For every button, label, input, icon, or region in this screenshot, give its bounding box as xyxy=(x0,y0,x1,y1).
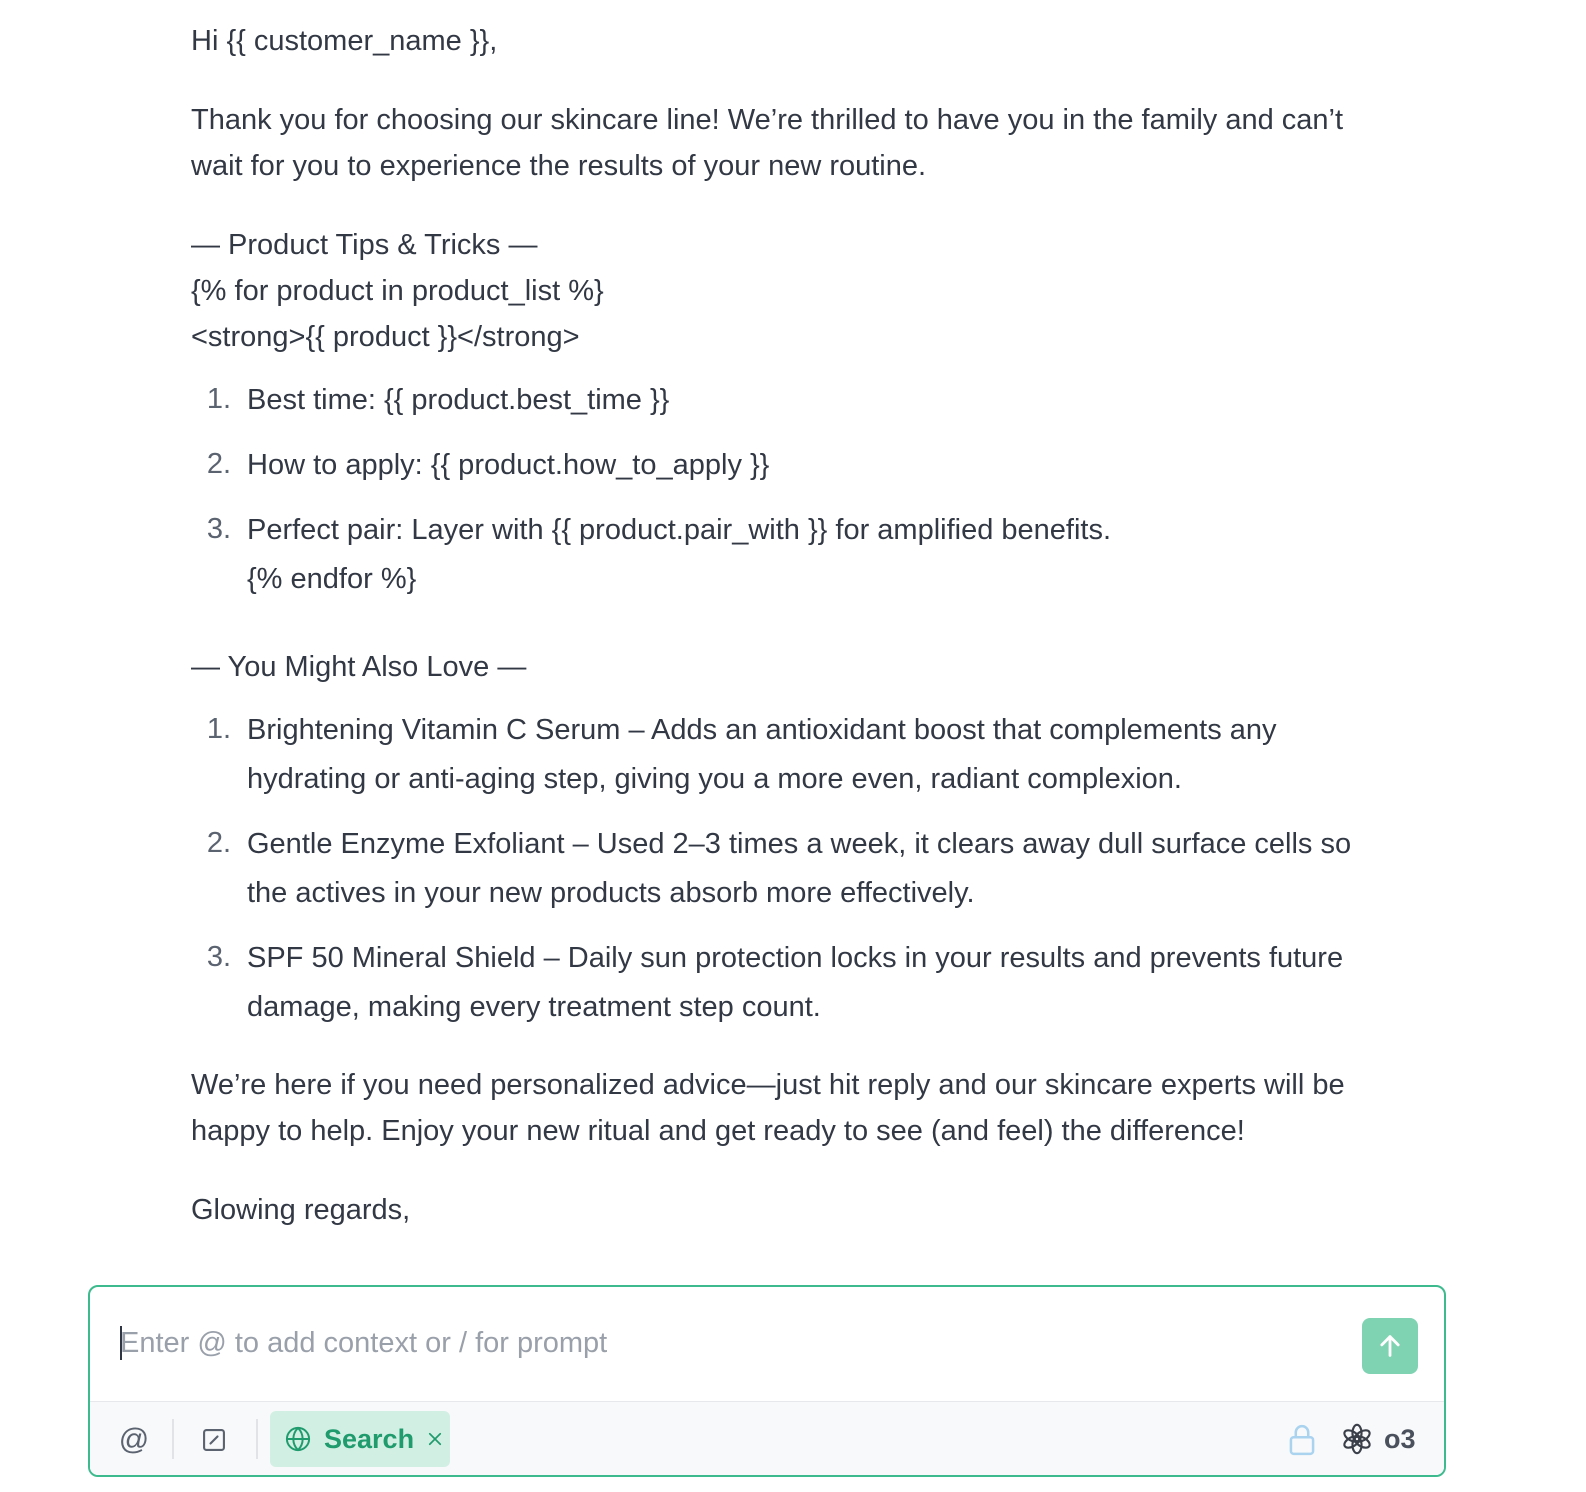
at-mention-button[interactable] xyxy=(110,1420,158,1460)
list-item-number: 2. xyxy=(206,448,231,480)
toolbar-divider xyxy=(172,1419,174,1459)
search-chip[interactable] xyxy=(270,1411,450,1467)
close-icon xyxy=(426,1430,444,1448)
signoff-text: Glowing regards, xyxy=(191,1194,411,1226)
model-selector[interactable] xyxy=(1340,1416,1416,1462)
openai-logo-icon xyxy=(1340,1422,1374,1456)
search-chip-label: Search xyxy=(324,1423,415,1454)
assistant-message xyxy=(191,18,1361,1233)
list-item xyxy=(191,820,1361,918)
chat-composer xyxy=(88,1285,1446,1477)
lock-icon[interactable] xyxy=(1285,1422,1319,1458)
edit-square-icon xyxy=(200,1426,228,1454)
globe-icon xyxy=(284,1425,312,1453)
list-item-number: 2. xyxy=(206,827,231,859)
closing-paragraph: We’re here if you need personalized advice—just hit reply and our skincare experts will be happy to help. Enjoy your new ritual and get ready to see (and feel) the difference! xyxy=(191,1069,1345,1147)
list-item-number: 1. xyxy=(206,383,231,415)
list-item-text: Perfect pair: Layer with {{ product.pair_with }} for amplified benefits. xyxy=(247,514,1112,546)
tips-list xyxy=(191,376,1361,604)
list-item-text: SPF 50 Mineral Shield – Daily sun protection locks in your results and prevents future damage, making every treatment step count. xyxy=(247,942,1344,1023)
composer-toolbar xyxy=(90,1401,1444,1475)
model-label: o3 xyxy=(1384,1423,1416,1454)
list-item-text: Best time: {{ product.best_time }} xyxy=(247,384,670,416)
thanks-paragraph: Thank you for choosing our skincare line! We’re thrilled to have you in the family and can’t wait for you to experience the results of your new routine. xyxy=(191,104,1344,182)
tips-block xyxy=(191,222,1361,360)
text-caret xyxy=(120,1326,122,1360)
loop-start-line: {% for product in product_list %} xyxy=(191,275,604,307)
send-button[interactable] xyxy=(1362,1318,1418,1374)
list-item-content xyxy=(247,506,1361,604)
love-heading: — You Might Also Love — xyxy=(191,651,527,683)
strong-template-line: <strong>{{ product }}</strong> xyxy=(191,321,580,353)
list-item xyxy=(191,506,1361,604)
list-item-text: Brightening Vitamin C Serum – Adds an antioxidant boost that complements any hydrating or anti-aging step, giving you a more even, radiant complexion. xyxy=(247,714,1277,795)
prompt-button[interactable] xyxy=(190,1420,238,1460)
list-item xyxy=(191,441,1361,490)
list-item-number: 3. xyxy=(206,513,231,545)
composer-input-row xyxy=(90,1287,1444,1404)
list-item xyxy=(191,706,1361,804)
list-item xyxy=(191,376,1361,425)
prompt-input[interactable] xyxy=(120,1323,1300,1363)
at-sign-icon: @ xyxy=(118,1423,150,1456)
tips-heading: — Product Tips & Tricks — xyxy=(191,229,538,261)
loop-end-line: {% endfor %} xyxy=(247,563,417,595)
search-chip-close-button[interactable] xyxy=(426,1430,444,1448)
toolbar-divider xyxy=(256,1419,258,1459)
recommendations-list xyxy=(191,706,1361,1032)
arrow-up-icon xyxy=(1376,1332,1404,1360)
list-item-text: How to apply: {{ product.how_to_apply }} xyxy=(247,449,770,481)
list-item-number: 3. xyxy=(206,941,231,973)
list-item xyxy=(191,934,1361,1032)
list-item-number: 1. xyxy=(206,713,231,745)
greeting-text: Hi {{ customer_name }}, xyxy=(191,25,498,57)
list-item-text: Gentle Enzyme Exfoliant – Used 2–3 times a week, it clears away dull surface cells so the actives in your new products absorb more effectively. xyxy=(247,828,1352,909)
